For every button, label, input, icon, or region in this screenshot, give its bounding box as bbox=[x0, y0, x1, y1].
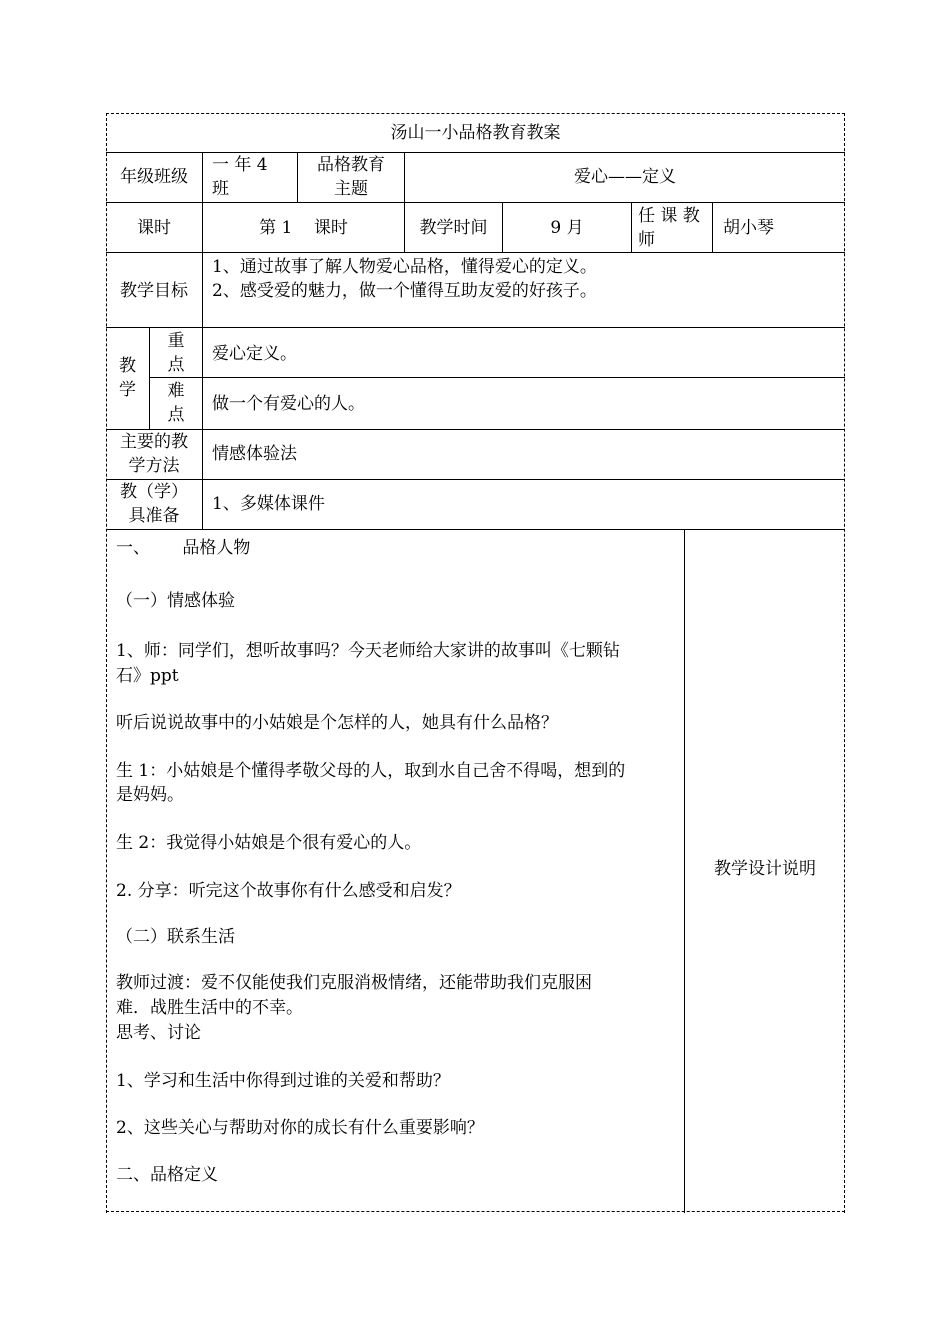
key-point-label: 重 bbox=[167, 331, 185, 351]
subsection-heading: （二）联系生活 bbox=[116, 927, 235, 947]
table-border-top bbox=[106, 113, 845, 114]
rule bbox=[106, 252, 845, 253]
method-value: 情感体验法 bbox=[212, 444, 297, 464]
key-point-value: 爱心定义。 bbox=[212, 344, 297, 364]
hard-point-label-cont: 点 bbox=[167, 405, 185, 425]
lesson-value: 第 1 课时 bbox=[259, 218, 348, 238]
rule bbox=[712, 202, 713, 252]
body-paragraph: 2、这些关心与帮助对你的成长有什么重要影响？ bbox=[116, 1118, 484, 1138]
grade-value: 一 年 4 bbox=[212, 155, 268, 175]
theme-value: 爱心——定义 bbox=[574, 167, 676, 187]
time-value: 9 月 bbox=[550, 218, 584, 238]
lesson-plan-table bbox=[106, 113, 845, 1213]
goal-item: 1、通过故事了解人物爱心品格，懂得爱心的定义。 bbox=[212, 257, 597, 277]
grade-value-cont: 班 bbox=[212, 179, 229, 199]
time-label: 教学时间 bbox=[419, 218, 488, 238]
table-border-left bbox=[106, 113, 107, 1213]
goal-item: 2、感受爱的魅力，做一个懂得互助友爱的好孩子。 bbox=[212, 281, 597, 301]
teaching-label: 教 bbox=[119, 356, 136, 376]
rule bbox=[149, 377, 845, 378]
body-paragraph: 1、师：同学们，想听故事吗？今天老师给大家讲的故事叫《七颗钻 bbox=[116, 641, 620, 661]
grade-label: 年级班级 bbox=[120, 167, 188, 187]
tools-value: 1、多媒体课件 bbox=[212, 494, 325, 514]
body-paragraph: 2. 分享：听完这个故事你有什么感受和启发？ bbox=[116, 881, 461, 901]
rule bbox=[631, 202, 632, 252]
rule bbox=[106, 429, 845, 430]
tools-label: 教（学） bbox=[120, 482, 188, 502]
teacher-label-cont: 师 bbox=[638, 230, 655, 250]
method-label: 主要的教 bbox=[120, 432, 188, 452]
goals-label: 教学目标 bbox=[120, 281, 188, 301]
rule bbox=[106, 202, 845, 203]
body-paragraph-cont: 难．战胜生活中的不幸。 bbox=[116, 998, 303, 1018]
body-paragraph: 生 2：我觉得小姑娘是个很有爱心的人。 bbox=[116, 833, 422, 853]
body-paragraph: 思考、讨论 bbox=[116, 1023, 201, 1043]
body-paragraph: 1、学习和生活中你得到过谁的关爱和帮助？ bbox=[116, 1071, 450, 1091]
section-heading: 一、 品格人物 bbox=[116, 538, 251, 558]
rule bbox=[202, 152, 203, 529]
rule bbox=[106, 327, 845, 328]
body-paragraph: 听后说说故事中的小姑娘是个怎样的人，她具有什么品格？ bbox=[116, 713, 558, 733]
theme-label-cont: 主题 bbox=[334, 179, 368, 199]
tools-label-cont: 具准备 bbox=[128, 506, 180, 526]
design-note-label: 教学设计说明 bbox=[714, 859, 816, 879]
body-paragraph: 教师过渡：爱不仅能使我们克服消极情绪，还能带助我们克服困 bbox=[116, 973, 592, 993]
theme-label: 品格教育 bbox=[317, 155, 385, 175]
lesson-label: 课时 bbox=[137, 218, 171, 238]
teacher-value: 胡小琴 bbox=[723, 218, 774, 238]
page-title: 汤山一小品格教育教案 bbox=[390, 123, 561, 143]
body-paragraph-cont: 石》ppt bbox=[116, 666, 179, 686]
method-label-cont: 学方法 bbox=[128, 456, 180, 476]
key-point-label-cont: 点 bbox=[167, 355, 185, 375]
subsection-heading: （一）情感体验 bbox=[116, 591, 235, 611]
rule bbox=[106, 529, 845, 530]
hard-point-value: 做一个有爱心的人。 bbox=[212, 394, 365, 414]
teacher-label: 任 课 教 bbox=[638, 206, 700, 226]
table-border-right bbox=[844, 113, 845, 1213]
section-heading: 二、品格定义 bbox=[116, 1165, 218, 1185]
rule bbox=[106, 479, 845, 480]
body-paragraph: 生 1：小姑娘是个懂得孝敬父母的人，取到水自己舍不得喝，想到的 bbox=[116, 761, 626, 781]
hard-point-label: 难 bbox=[167, 381, 185, 401]
table-border-bottom bbox=[106, 1211, 845, 1212]
teaching-label-cont: 学 bbox=[119, 380, 136, 400]
body-paragraph-cont: 是妈妈。 bbox=[116, 785, 184, 805]
